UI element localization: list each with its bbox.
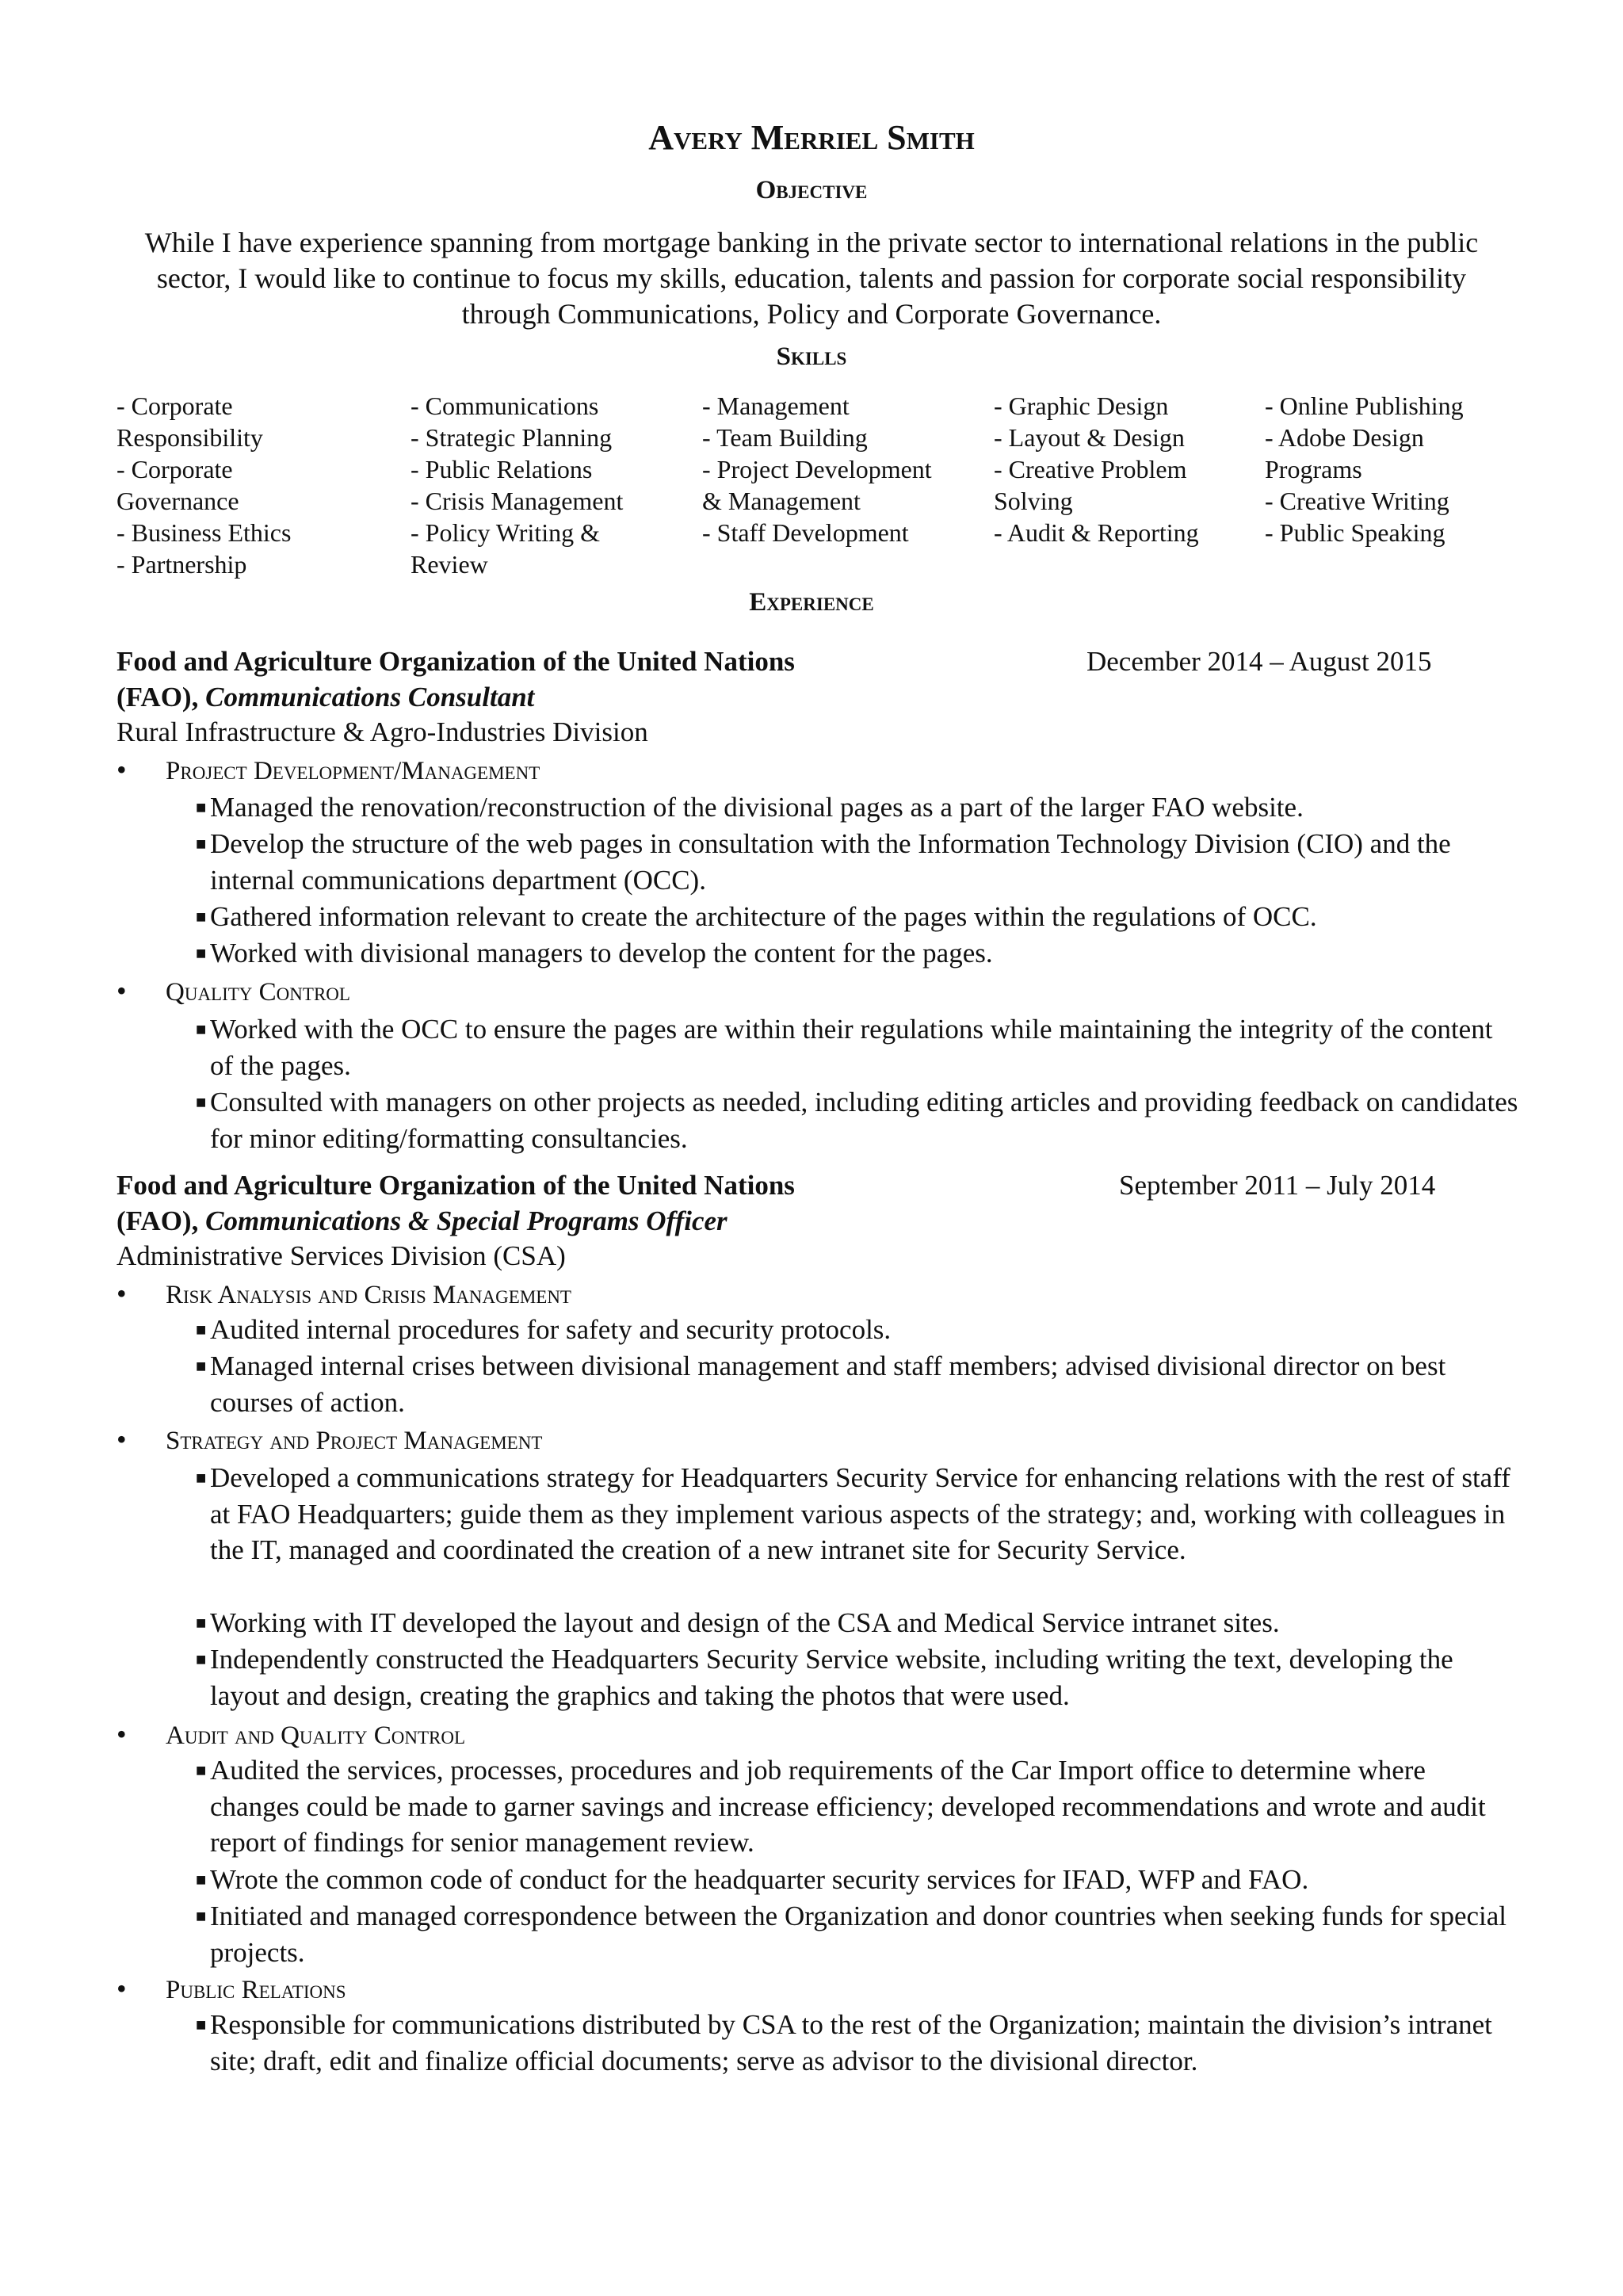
square-bullet-icon: ■ xyxy=(196,1760,207,1780)
job-2-org-line-1: Food and Agriculture Organization of the United Nations xyxy=(116,1170,795,1201)
job-2-title: Communications & Special Programs Officer xyxy=(205,1205,727,1236)
bullet-item: ■ Initiated and managed correspondence between the Organization and donor countries when seeking funds for special projects. xyxy=(196,1898,1519,1970)
job-2-organization xyxy=(116,1167,795,1239)
bullet-dot-icon: • xyxy=(116,975,127,1007)
skill-item: - Graphic Design xyxy=(994,392,1169,420)
bullet-dot-icon: • xyxy=(116,1718,127,1750)
skill-item: - Business Ethics xyxy=(116,518,292,547)
bullet-item: ■ Audited internal procedures for safety and security protocols. xyxy=(196,1312,1519,1348)
job-1-org-abbrev: (FAO), xyxy=(116,682,199,712)
skill-item: - Team Building xyxy=(702,423,868,452)
square-bullet-icon: ■ xyxy=(196,943,207,963)
applicant-name: Avery Merriel Smith xyxy=(648,118,975,157)
square-bullet-icon: ■ xyxy=(196,834,207,854)
skill-item: Governance xyxy=(116,487,239,515)
skill-item: - Policy Writing & xyxy=(411,518,600,547)
skill-item: Responsibility xyxy=(116,423,263,452)
job-2-division: Administrative Services Division (CSA) xyxy=(116,1240,566,1271)
skill-item: - Partnership xyxy=(116,550,247,579)
skill-item: - Creative Problem xyxy=(994,455,1187,483)
job-2-category-2 xyxy=(116,1422,542,1459)
bullet-item: ■ Worked with the OCC to ensure the pages are within their regulations while maintaining the integrity of the content of the pages. xyxy=(196,1011,1519,1083)
category-label: Project Development/Management xyxy=(166,757,540,785)
category-label: Audit and Quality Control xyxy=(166,1721,466,1750)
bullet-dot-icon: • xyxy=(116,754,127,785)
skill-item: Programs xyxy=(1265,455,1362,483)
job-2-org-line-2 xyxy=(116,1203,795,1239)
bullet-item: ■ Working with IT developed the layout and design of the CSA and Medical Service intranet sites. xyxy=(196,1605,1519,1641)
square-bullet-icon: ■ xyxy=(196,1468,207,1488)
square-bullet-icon: ■ xyxy=(196,1320,207,1339)
job-2-category-4 xyxy=(116,1971,346,2008)
skill-item: - Adobe Design xyxy=(1265,423,1424,452)
bullet-item: ■ Wrote the common code of conduct for the headquarter security services for IFAD, WFP and FAO. xyxy=(196,1862,1519,1898)
bullet-dot-icon: • xyxy=(116,1423,127,1455)
bullet-item: ■ Audited the services, processes, procedures and job requirements of the Car Import office to determine where changes could be made to garner savings and increase efficiency; developed recommendations and wrote and audit report of findings for senior management review. xyxy=(196,1752,1519,1861)
skill-item: - Creative Writing xyxy=(1265,487,1449,515)
bullet-dot-icon: • xyxy=(116,1278,127,1309)
skills-column-3 xyxy=(702,390,932,548)
job-2-dates: September 2011 – July 2014 xyxy=(1119,1170,1436,1201)
skill-item: - Layout & Design xyxy=(994,423,1185,452)
skill-item: - Public Relations xyxy=(411,455,593,483)
objective-text: While I have experience spanning from mortgage banking in the private sector to international relations in the public sector, I would like to continue to focus my skills, education, talents and passion for corporate social responsibility through Communications, Policy and Corporate Governance. xyxy=(144,227,1479,330)
square-bullet-icon: ■ xyxy=(196,1356,207,1376)
bullet-item: ■ Responsible for communications distributed by CSA to the rest of the Organization; maintain the division’s intranet site; draft, edit and finalize official documents; serve as advisor to the divisional director. xyxy=(196,2007,1519,2079)
category-label: Public Relations xyxy=(166,1976,346,2004)
bullet-item: ■ Worked with divisional managers to develop the content for the pages. xyxy=(196,935,1519,972)
skill-item: - Corporate xyxy=(116,455,233,483)
job-1-title: Communications Consultant xyxy=(205,682,535,712)
square-bullet-icon: ■ xyxy=(196,1019,207,1039)
job-1-dates: December 2014 – August 2015 xyxy=(1086,646,1432,677)
square-bullet-icon: ■ xyxy=(196,1092,207,1112)
square-bullet-icon: ■ xyxy=(196,2015,207,2034)
skill-item: - Communications xyxy=(411,392,599,420)
category-label: Quality Control xyxy=(166,978,350,1007)
job-2-category-1 xyxy=(116,1276,571,1313)
skill-item: - Corporate xyxy=(116,392,233,420)
skill-item: & Management xyxy=(702,487,861,515)
square-bullet-icon: ■ xyxy=(196,1613,207,1633)
job-2-category-3 xyxy=(116,1717,465,1754)
bullet-item: ■ Managed the renovation/reconstruction of the divisional pages as a part of the larger FAO website. xyxy=(196,789,1519,826)
category-label: Strategy and Project Management xyxy=(166,1427,543,1455)
job-1-division: Rural Infrastructure & Agro-Industries Division xyxy=(116,716,648,747)
square-bullet-icon: ■ xyxy=(196,1649,207,1669)
square-bullet-icon: ■ xyxy=(196,1870,207,1889)
skills-heading: Skills xyxy=(776,342,847,371)
bullet-item: ■ Develop the structure of the web pages in consultation with the Information Technology Division (CIO) and the internal communications department (OCC). xyxy=(196,826,1519,898)
skills-column-5 xyxy=(1265,390,1464,548)
bullet-dot-icon: • xyxy=(116,1973,127,2004)
square-bullet-icon: ■ xyxy=(196,1906,207,1926)
skill-item: Solving xyxy=(994,487,1073,515)
skill-item: - Strategic Planning xyxy=(411,423,613,452)
category-label: Risk Analysis and Crisis Management xyxy=(166,1281,571,1309)
skill-item: - Crisis Management xyxy=(411,487,624,515)
job-2-org-abbrev: (FAO), xyxy=(116,1205,199,1236)
skill-item: - Project Development xyxy=(702,455,932,483)
skills-column-4 xyxy=(994,390,1199,548)
skills-column-2 xyxy=(411,390,623,580)
skill-item: - Management xyxy=(702,392,850,420)
bullet-item: ■ Consulted with managers on other projects as needed, including editing articles and providing feedback on candidates for minor editing/formatting consultancies. xyxy=(196,1084,1519,1156)
bullet-item: ■ Managed internal crises between divisional management and staff members; advised divisional director on best courses of action. xyxy=(196,1348,1519,1420)
skill-item: Review xyxy=(411,550,488,579)
bullet-item: ■ Developed a communications strategy for Headquarters Security Service for enhancing relations with the rest of staff at FAO Headquarters; guide them as they implement various aspects of the strategy; and, working with colleagues in the IT, managed and coordinated the creation of a new intranet site for Security Service. xyxy=(196,1460,1519,1568)
skill-item: - Online Publishing xyxy=(1265,392,1464,420)
skill-item: - Public Speaking xyxy=(1265,518,1445,547)
bullet-item: ■ Independently constructed the Headquarters Security Service website, including writing the text, developing the layout and design, creating the graphics and taking the photos that were used. xyxy=(196,1641,1519,1713)
objective-heading: Objective xyxy=(755,176,868,204)
square-bullet-icon: ■ xyxy=(196,797,207,817)
skills-column-1 xyxy=(116,390,291,580)
job-1-category-2 xyxy=(116,973,350,1010)
job-1-org-line-1: Food and Agriculture Organization of the United Nations xyxy=(116,646,795,677)
job-1-org-line-2 xyxy=(116,679,795,715)
job-1-organization xyxy=(116,644,795,715)
skill-item: - Staff Development xyxy=(702,518,909,547)
skill-item: - Audit & Reporting xyxy=(994,518,1199,547)
bullet-item: ■ Gathered information relevant to create the architecture of the pages within the regulations of OCC. xyxy=(196,899,1519,935)
job-1-category-1 xyxy=(116,752,540,789)
square-bullet-icon: ■ xyxy=(196,907,207,926)
experience-heading: Experience xyxy=(749,588,874,617)
